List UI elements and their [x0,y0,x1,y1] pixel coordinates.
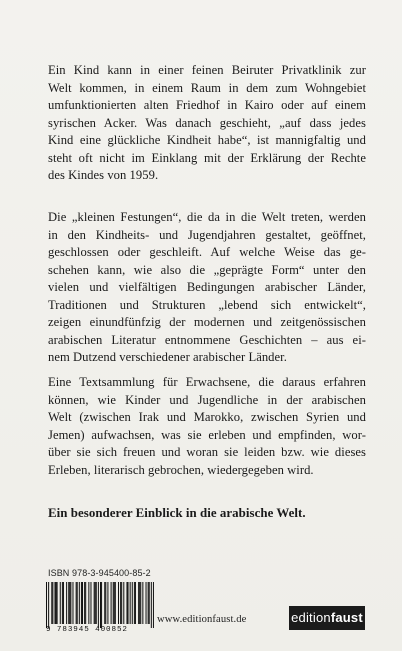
barcode-bar [113,582,114,624]
barcode-bar [69,582,70,624]
barcode-bar [146,582,147,624]
barcode-bar [84,582,85,624]
paragraph-line: Ein Kind kann in einer feinen Beiruter Privatklinik zur [48,63,366,77]
barcode-bar [95,582,96,624]
barcode-bar [142,582,143,624]
barcode-bar [66,582,67,624]
barcode-bar [123,582,124,624]
barcode-bar [115,582,116,624]
paragraph-line: Eine Textsammlung für Erwachsene, die daraus erfahren [48,375,366,389]
barcode-bar [121,582,122,624]
paragraph-2 [48,209,366,367]
barcode-digits: 9 783945 400852 [46,626,128,634]
barcode-bar [79,582,80,624]
barcode-bar [149,582,150,624]
paragraph-line: geschlossen oder geschleift. Auf welche Weise das ge- [48,245,366,259]
paragraph-line: Erleben, literarisch gebrochen, wiedergegeben wird. [48,462,314,477]
paragraph-line: über sie sich freuen und woran sie leiden bzw. wie dieses [48,445,366,459]
barcode-bar [48,582,49,628]
barcode-bar [128,582,129,624]
paragraph-line: arabischen Literatur entnommene Geschichten – aus ei- [48,332,366,347]
paragraph-line: zeigen einundfünfzig der modernen und zeitgenössischen [48,315,366,329]
paragraph-line: des Kindes von 1959. [48,168,159,182]
barcode-bar [153,582,154,628]
barcode-bar [98,582,99,628]
paragraph-line: steht oft nicht im Einklang mit der Erklärung der Rechte [48,150,366,165]
barcode-bar [56,582,57,624]
barcode-bar [72,582,73,624]
barcode-bar [151,582,152,628]
publisher-website: www.editionfaust.de [157,614,247,625]
barcode-bar [88,582,89,624]
paragraph-line: umfunktionierten alten Friedhof in Kairo oder auf einem [48,98,366,112]
paragraph-line: Welt (zwischen Irak und Marokko, zwischen Syrien und [48,410,366,424]
barcode-bar [90,582,91,624]
barcode-bar [138,582,139,624]
paragraph-line: Jemen) aufwachsen, was sie erleben und empfinden, wor- [48,427,366,442]
barcode-bar [118,582,119,624]
highlight-statement [48,505,366,523]
paragraph-line: können, wie Kinder und Jugendliche in der arabischen [48,392,366,407]
paragraph-line: Die „kleinen Festungen“, die da in die Welt treten, werden [48,210,366,224]
barcode-bar [62,582,63,624]
paragraph-line: Kind eine glückliche Kindheit habe“, ist mannigfaltig und [48,133,366,147]
barcode-bar [101,582,102,628]
barcode-bar [51,582,52,624]
paragraph-line: Welt kommen, in einem Raum in dem zum Wohngebiet [48,80,366,95]
isbn-label: ISBN 978-3-945400-85-2 [48,568,151,578]
barcode-bar [46,582,47,628]
barcode-bar [148,582,149,624]
publisher-logo [289,606,365,630]
barcode-bar [104,582,105,624]
logo-part-faust: faust [330,610,363,625]
barcode-bar [81,582,82,624]
barcode-icon [46,582,154,628]
barcode-bar [135,582,136,624]
paragraph-line: Traditionen und Strukturen „lebend sich entwickelt“, [48,297,366,312]
logo-part-edition: edition [291,610,331,625]
barcode-bar [100,582,101,628]
barcode-bar [114,582,115,624]
barcode-bar [52,582,53,624]
barcode-bar [139,582,140,624]
barcode-bar [132,582,133,624]
barcode-bar [107,582,108,624]
barcode-bar [120,582,121,624]
barcode-bar [77,582,78,624]
barcode-bar [54,582,55,624]
paragraph-line: syrischen Acker. Was danach geschieht, „auf dass jedes [48,115,366,130]
highlight-text: Ein besonderer Einblick in die arabische Welt. [48,506,306,520]
barcode-bar [96,582,97,624]
barcode-bar [60,582,61,624]
paragraph-3 [48,374,366,479]
barcode-bar [94,582,95,624]
barcode-bar [57,582,58,624]
barcode-bar [82,582,83,624]
barcode-bar [63,582,64,624]
barcode-bar [68,582,69,624]
barcode-bar [70,582,71,624]
paragraph-1 [48,62,366,185]
barcode-bar [140,582,141,624]
paragraph-line: vielen und vielfältigen Bedingungen arabischer Länder, [48,280,366,294]
barcode-bar [130,582,131,624]
barcode-bar [126,582,127,624]
paragraph-line: in den Kindheits- und Jugendjahren gestaltet, geöffnet, [48,227,366,242]
paragraph-line: nem Dutzend verschiedener arabischer Länder. [48,350,287,364]
paragraph-line: schehen kann, wie also die „geprägte Form“ unter den [48,262,366,277]
barcode-bar [85,582,86,624]
barcode-bar [105,582,106,624]
barcode-bar [76,582,77,624]
barcode-bar [134,582,135,624]
barcode-bar [111,582,112,624]
